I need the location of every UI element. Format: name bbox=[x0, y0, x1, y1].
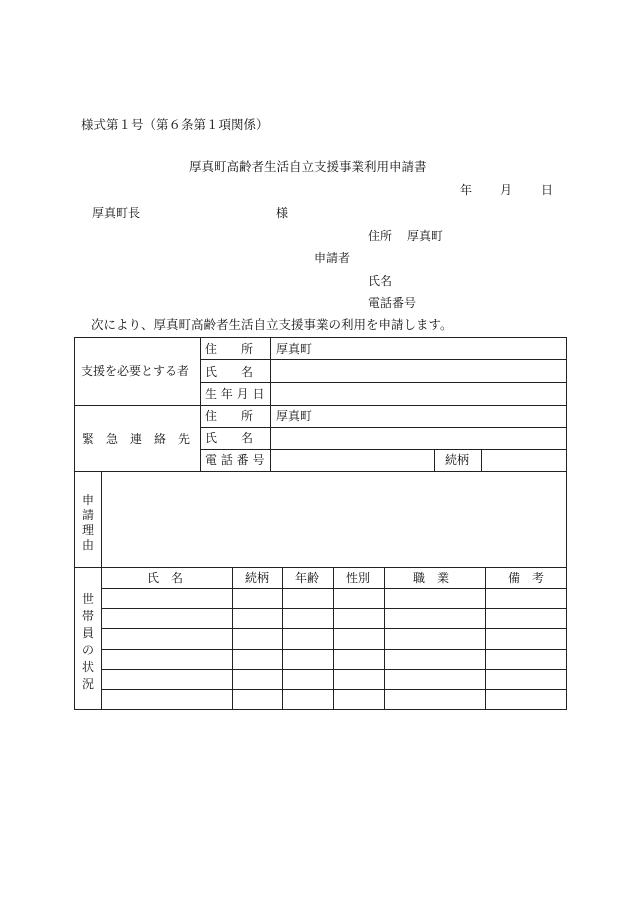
addressee-name: 厚真町長 bbox=[92, 206, 141, 220]
form-number: 様式第１号（第６条第１項関係） bbox=[81, 117, 269, 132]
household-header: 世帯員の状況 bbox=[81, 592, 94, 691]
page-title: 厚真町高齢者生活自立支援事業利用申請書 bbox=[189, 159, 427, 174]
col-name: 氏 名 bbox=[147, 571, 184, 585]
col-sex: 性別 bbox=[346, 571, 371, 585]
emergency-name-label: 氏 名 bbox=[205, 431, 254, 445]
date-month: 月 bbox=[500, 183, 513, 197]
intro-text: 次により、厚真町高齢者生活自立支援事業の利用を申請します。 bbox=[91, 317, 453, 332]
applicant-name-label: 氏名 bbox=[368, 274, 393, 288]
applicant-label: 申請者 bbox=[314, 251, 351, 265]
support-address-value: 厚真町 bbox=[276, 342, 313, 356]
addressee-honorific: 様 bbox=[276, 206, 289, 220]
col-occupation: 職 業 bbox=[413, 571, 450, 585]
applicant-address-value: 厚真町 bbox=[407, 229, 444, 243]
emergency-relation-label: 続柄 bbox=[445, 453, 470, 467]
emergency-phone-label: 電 話 番 号 bbox=[205, 453, 265, 467]
emergency-contact-header: 緊 急 連 絡 先 bbox=[82, 432, 191, 446]
emergency-address-value: 厚真町 bbox=[276, 409, 313, 423]
date-year: 年 bbox=[460, 183, 473, 197]
applicant-address-label: 住所 bbox=[368, 229, 393, 243]
support-name-label: 氏 名 bbox=[205, 365, 254, 379]
col-remarks: 備 考 bbox=[508, 571, 545, 585]
date-day: 日 bbox=[541, 183, 554, 197]
applicant-phone-label: 電話番号 bbox=[368, 296, 417, 310]
support-person-header: 支援を必要とする者 bbox=[81, 364, 190, 378]
reason-header: 申請理由 bbox=[81, 493, 94, 552]
col-relation: 続柄 bbox=[245, 571, 270, 585]
emergency-address-label: 住 所 bbox=[205, 409, 254, 423]
application-table bbox=[74, 337, 567, 710]
col-age: 年齢 bbox=[295, 571, 320, 585]
support-address-label: 住 所 bbox=[205, 342, 254, 356]
support-birthdate-label: 生 年 月 日 bbox=[205, 387, 265, 401]
